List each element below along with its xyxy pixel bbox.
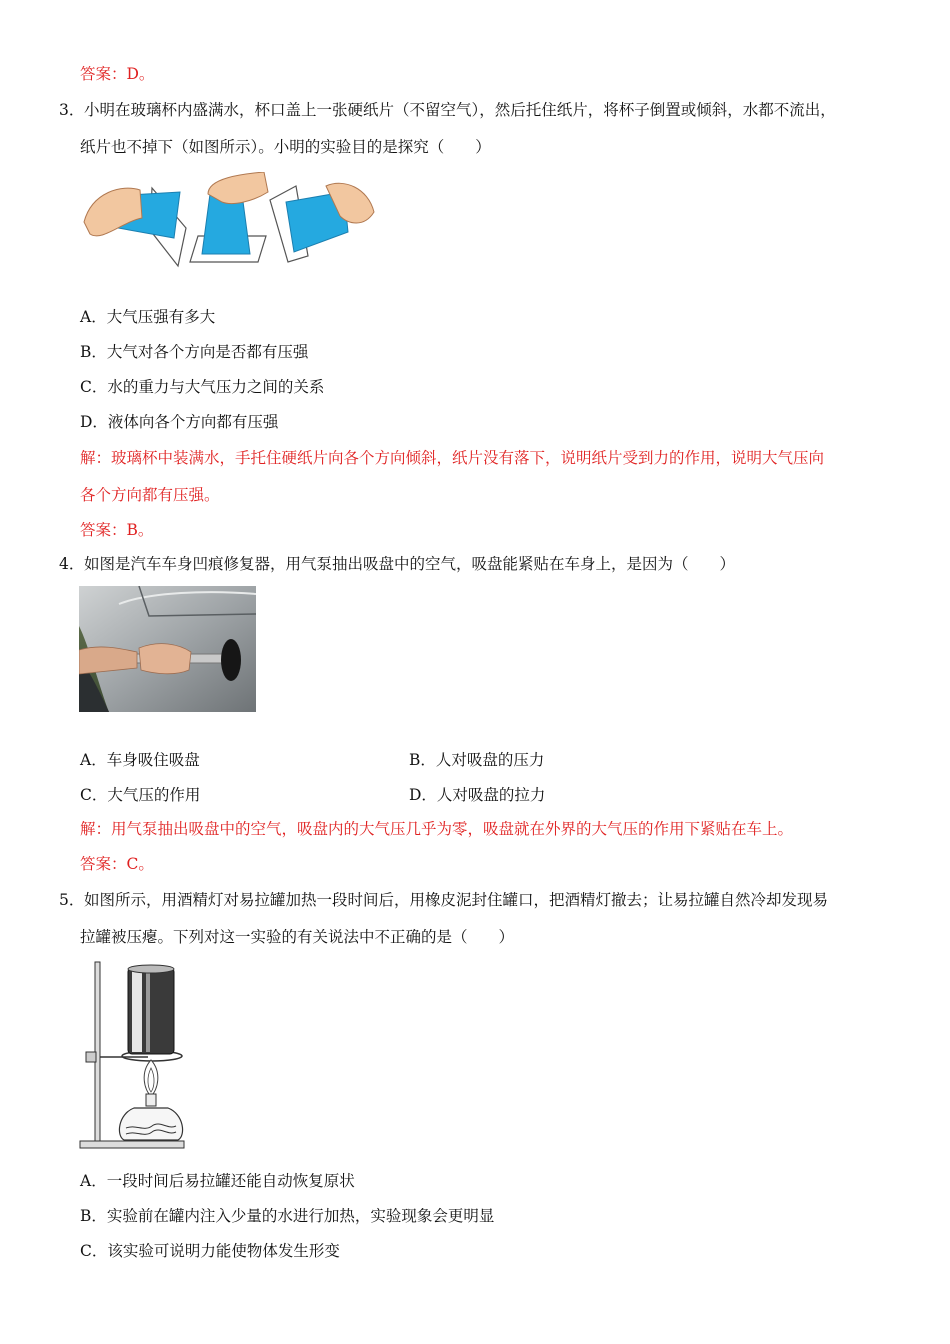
q3-number: 3． <box>59 101 85 119</box>
q4-option-c: C．大气压的作用 <box>80 786 201 804</box>
q4-stem: 如图是汽车车身凹痕修复器，用气泵抽出吸盘中的空气，吸盘能紧贴在车身上，是因为（ ） <box>84 555 736 573</box>
q4-solution: 解：用气泵抽出吸盘中的空气，吸盘内的大气压几乎为零，吸盘就在外界的大气压的作用下紧贴在车上。 <box>80 820 794 838</box>
q2-answer: 答案：D。 <box>80 65 155 83</box>
q5-option-c: C．该实验可说明力能使物体发生形变 <box>80 1242 340 1260</box>
q5-number: 5． <box>59 891 85 909</box>
q3-option-d: D．液体向各个方向都有压强 <box>80 413 279 431</box>
q3-solution-line2: 各个方向都有压强。 <box>80 486 220 504</box>
q4-option-b: B．人对吸盘的压力 <box>409 751 545 769</box>
q5-stem-line1: 如图所示，用酒精灯对易拉罐加热一段时间后，用橡皮泥封住罐口，把酒精灯撤去；让易拉罐自然冷却发现易 <box>84 891 829 909</box>
q5-option-a: A．一段时间后易拉罐还能自动恢复原状 <box>80 1172 355 1190</box>
q4-option-d: D．人对吸盘的拉力 <box>409 786 546 804</box>
q4-number: 4． <box>59 555 85 573</box>
tilted-cup-left <box>84 188 186 266</box>
q3-option-b: B．大气对各个方向是否都有压强 <box>80 343 309 361</box>
q3-answer: 答案：B。 <box>80 521 154 539</box>
q3-solution-line1: 解：玻璃杯中装满水，手托住硬纸片向各个方向倾斜，纸片没有落下，说明纸片受到力的作用，说明大气压向 <box>80 449 825 467</box>
tilted-cup-right <box>270 183 374 262</box>
inverted-cup-center <box>190 172 268 262</box>
q4-dent-repair-photo <box>79 586 256 712</box>
q4-option-a: A．车身吸住吸盘 <box>80 751 200 769</box>
q3-stem-line1: 小明在玻璃杯内盛满水，杯口盖上一张硬纸片（不留空气），然后托住纸片，将杯子倒置或倾斜，水都不流出， <box>84 101 836 119</box>
q3-cup-figure <box>82 172 376 268</box>
q3-stem-line2: 纸片也不掉下（如图所示）。小明的实验目的是探究（ ） <box>80 138 491 156</box>
q4-answer: 答案：C。 <box>80 855 154 873</box>
q5-stem-line2: 拉罐被压瘪。下列对这一实验的有关说法中不正确的是（ ） <box>80 928 515 946</box>
q3-option-a: A．大气压强有多大 <box>80 308 216 326</box>
q5-option-b: B．实验前在罐内注入少量的水进行加热，实验现象会更明显 <box>80 1207 495 1225</box>
q5-can-heating-apparatus <box>78 960 186 1152</box>
q3-option-c: C．水的重力与大气压力之间的关系 <box>80 378 325 396</box>
